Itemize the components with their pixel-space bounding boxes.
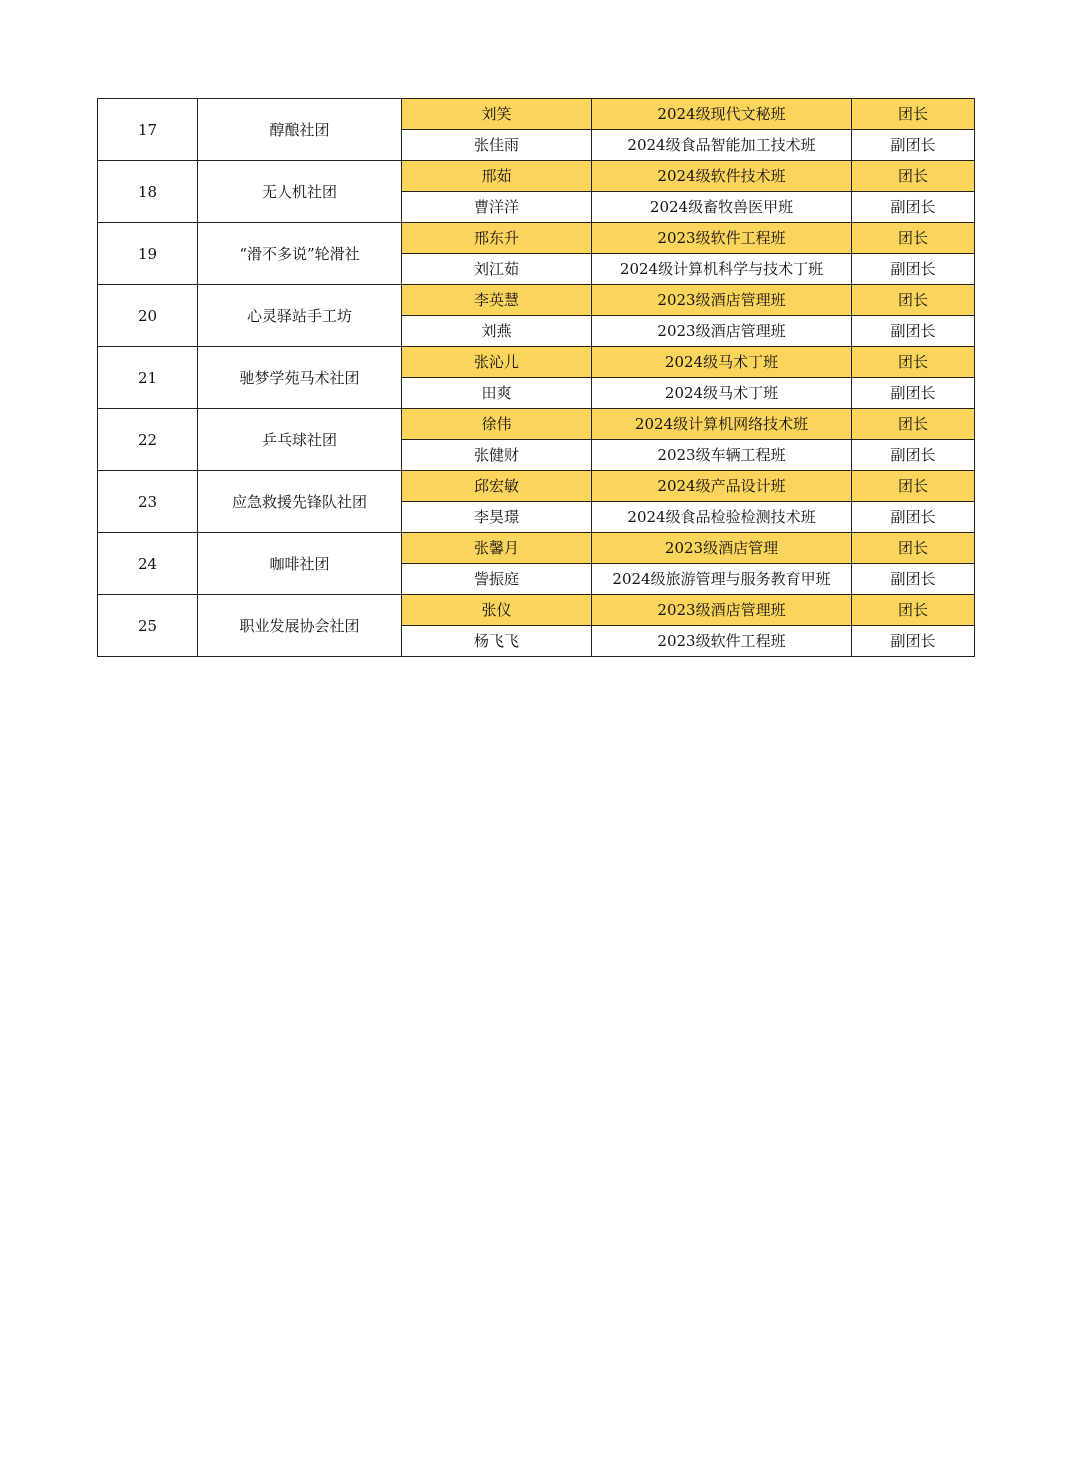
club-number: 19 — [98, 223, 198, 285]
deputy-name: 张佳雨 — [402, 130, 592, 161]
leader-role: 团长 — [852, 409, 975, 440]
club-name: 咖啡社团 — [198, 533, 402, 595]
leader-role: 团长 — [852, 533, 975, 564]
deputy-role: 副团长 — [852, 254, 975, 285]
leader-class: 2024级产品设计班 — [592, 471, 852, 502]
club-name: 无人机社团 — [198, 161, 402, 223]
deputy-role: 副团长 — [852, 378, 975, 409]
deputy-name: 张健财 — [402, 440, 592, 471]
leader-class: 2024级马术丁班 — [592, 347, 852, 378]
leader-name: 张仪 — [402, 595, 592, 626]
table-row — [98, 409, 975, 440]
deputy-name: 訾振庭 — [402, 564, 592, 595]
club-number: 21 — [98, 347, 198, 409]
club-number: 25 — [98, 595, 198, 657]
leader-name: 张馨月 — [402, 533, 592, 564]
deputy-role: 副团长 — [852, 316, 975, 347]
club-number: 23 — [98, 471, 198, 533]
deputy-class: 2024级马术丁班 — [592, 378, 852, 409]
deputy-role: 副团长 — [852, 440, 975, 471]
club-name: 乒乓球社团 — [198, 409, 402, 471]
deputy-role: 副团长 — [852, 502, 975, 533]
deputy-role: 副团长 — [852, 130, 975, 161]
leader-class: 2023级酒店管理 — [592, 533, 852, 564]
leader-class: 2023级酒店管理班 — [592, 595, 852, 626]
deputy-class: 2024级计算机科学与技术丁班 — [592, 254, 852, 285]
table-row — [98, 471, 975, 502]
leader-role: 团长 — [852, 161, 975, 192]
leader-role: 团长 — [852, 223, 975, 254]
leader-name: 刘笑 — [402, 99, 592, 130]
deputy-role: 副团长 — [852, 564, 975, 595]
leader-class: 2024级计算机网络技术班 — [592, 409, 852, 440]
leader-name: 徐伟 — [402, 409, 592, 440]
leader-name: 张沁儿 — [402, 347, 592, 378]
deputy-name: 李昊璟 — [402, 502, 592, 533]
club-number: 22 — [98, 409, 198, 471]
deputy-name: 刘江茹 — [402, 254, 592, 285]
leader-role: 团长 — [852, 595, 975, 626]
deputy-class: 2024级食品检验检测技术班 — [592, 502, 852, 533]
table-row — [98, 161, 975, 192]
club-name: 应急救援先锋队社团 — [198, 471, 402, 533]
leader-role: 团长 — [852, 471, 975, 502]
table-row — [98, 595, 975, 626]
deputy-class: 2023级车辆工程班 — [592, 440, 852, 471]
leader-name: 邢茹 — [402, 161, 592, 192]
deputy-class: 2024级食品智能加工技术班 — [592, 130, 852, 161]
club-number: 17 — [98, 99, 198, 161]
deputy-class: 2024级畜牧兽医甲班 — [592, 192, 852, 223]
table-row — [98, 533, 975, 564]
club-number: 18 — [98, 161, 198, 223]
club-name: 驰梦学苑马术社团 — [198, 347, 402, 409]
leader-name: 邱宏敏 — [402, 471, 592, 502]
deputy-class: 2023级酒店管理班 — [592, 316, 852, 347]
table-row — [98, 223, 975, 254]
deputy-class: 2023级软件工程班 — [592, 626, 852, 657]
leader-name: 李英慧 — [402, 285, 592, 316]
club-name: “滑不多说”轮滑社 — [198, 223, 402, 285]
deputy-name: 刘燕 — [402, 316, 592, 347]
leader-role: 团长 — [852, 285, 975, 316]
table-row — [98, 347, 975, 378]
club-name: 心灵驿站手工坊 — [198, 285, 402, 347]
club-leaders-table — [97, 98, 975, 657]
leader-class: 2024级软件技术班 — [592, 161, 852, 192]
deputy-class: 2024级旅游管理与服务教育甲班 — [592, 564, 852, 595]
leader-class: 2024级现代文秘班 — [592, 99, 852, 130]
club-number: 24 — [98, 533, 198, 595]
deputy-name: 田爽 — [402, 378, 592, 409]
club-name: 职业发展协会社团 — [198, 595, 402, 657]
table-row — [98, 99, 975, 130]
leader-role: 团长 — [852, 99, 975, 130]
table-row — [98, 285, 975, 316]
leader-class: 2023级软件工程班 — [592, 223, 852, 254]
club-name: 醇酿社团 — [198, 99, 402, 161]
deputy-role: 副团长 — [852, 626, 975, 657]
leader-name: 邢东升 — [402, 223, 592, 254]
deputy-name: 杨飞飞 — [402, 626, 592, 657]
leader-role: 团长 — [852, 347, 975, 378]
deputy-role: 副团长 — [852, 192, 975, 223]
club-number: 20 — [98, 285, 198, 347]
deputy-name: 曹洋洋 — [402, 192, 592, 223]
leader-class: 2023级酒店管理班 — [592, 285, 852, 316]
